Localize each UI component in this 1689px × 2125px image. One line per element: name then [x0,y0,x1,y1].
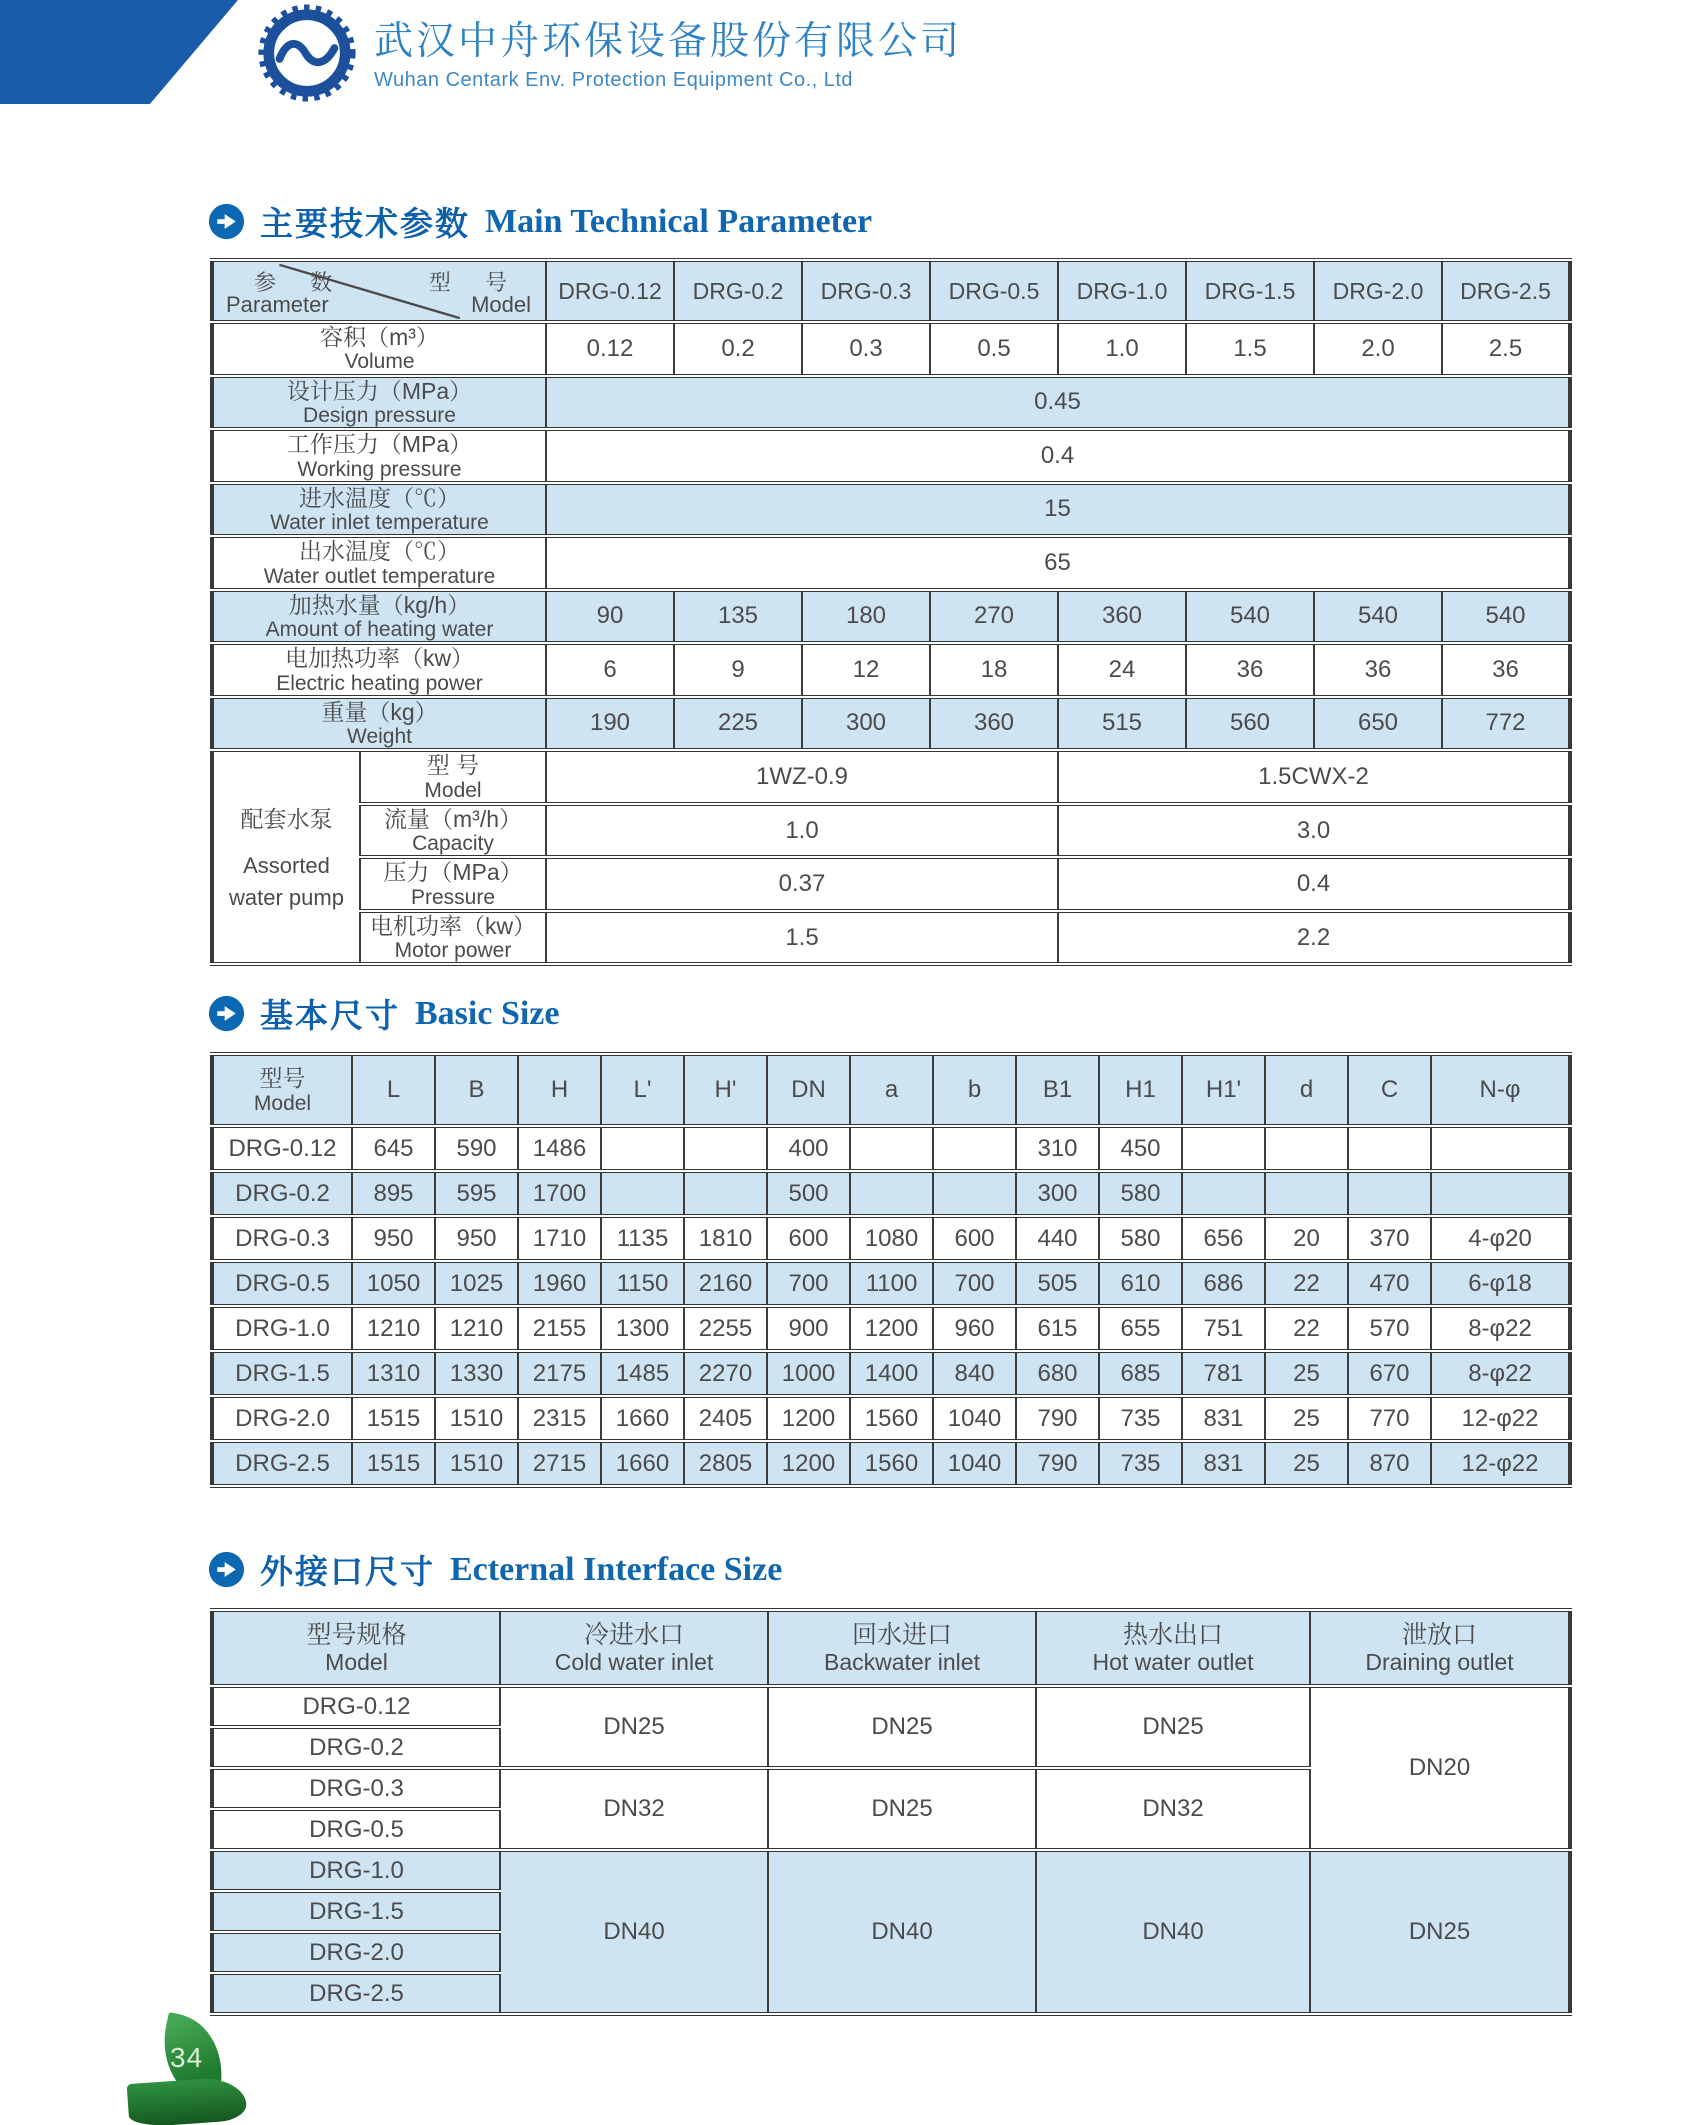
table-cell: 2160 [684,1261,767,1306]
page-number: 34 [170,2042,204,2073]
table-cell: 1200 [850,1306,933,1351]
table-row [212,590,1570,644]
corner-model-en: Model [471,292,531,317]
table-cell: DN25 [1036,1686,1310,1768]
arrow-bullet-icon [208,995,245,1032]
table-cell: 0.4 [546,429,1570,483]
table-cell: 1040 [933,1396,1016,1441]
table-cell: 790 [1016,1396,1099,1441]
corner-param-en: Parameter [226,292,329,317]
table-cell: 515 [1058,697,1186,751]
section-title-basic-size [208,990,559,1037]
table-cell: DN20 [1310,1686,1570,1850]
table-cell: 0.3 [802,322,930,376]
table-cell [684,1171,767,1216]
table-cell: 1135 [601,1216,684,1261]
table-cell: 1210 [435,1306,518,1351]
table-cell: 900 [767,1306,850,1351]
section-title-cn: 基本尺寸 [260,997,400,1034]
table-cell: 190 [546,697,674,751]
table-cell: 2.0 [1314,322,1442,376]
table-cell: 470 [1348,1261,1431,1306]
table-row [212,1126,1570,1171]
table-cell [684,1126,767,1171]
table-cell: 540 [1314,590,1442,644]
table-cell: B1 [1016,1054,1099,1126]
table-cell: 25 [1265,1351,1348,1396]
company-logo-gear-icon [256,2,358,104]
table-row [212,804,1570,858]
table-cell [1431,1171,1570,1216]
table-cell: 300 [802,697,930,751]
table-cell: DN32 [1036,1768,1310,1850]
table-header-row [212,1610,1570,1686]
table-cell: 1.5CWX-2 [1058,750,1570,804]
table-cell: DRG-0.2 [674,260,802,322]
table-cell: 1330 [435,1351,518,1396]
table-row [212,1850,1570,1891]
table-cell: 1200 [767,1441,850,1486]
row-label: 压力（MPa） Pressure [360,857,546,911]
table-cell: 4-φ20 [1431,1216,1570,1261]
arrow-bullet-icon [208,203,245,240]
table-cell: 270 [930,590,1058,644]
table-cell: 655 [1099,1306,1182,1351]
table-cell: 440 [1016,1216,1099,1261]
table-cell: 960 [933,1306,1016,1351]
table-row [212,1351,1570,1396]
table-cell: H1 [1099,1054,1182,1126]
table-cell: 2405 [684,1396,767,1441]
table-cell: 400 [767,1126,850,1171]
table-cell: 600 [933,1216,1016,1261]
model-cell: DRG-0.2 [212,1727,500,1768]
table-cell: 1200 [767,1396,850,1441]
table-cell: N-φ [1431,1054,1570,1126]
table-cell: a [850,1054,933,1126]
table-cell: 90 [546,590,674,644]
table-cell [601,1171,684,1216]
table-cell: 1.5 [1186,322,1314,376]
table-cell: 831 [1182,1441,1265,1486]
table-cell: 22 [1265,1261,1348,1306]
table-cell: 9 [674,643,802,697]
table-cell: 8-φ22 [1431,1306,1570,1351]
table-cell: 0.37 [546,857,1058,911]
table-cell: 2.2 [1058,911,1570,965]
table-cell: DN25 [1310,1850,1570,2014]
table-cell: 751 [1182,1306,1265,1351]
table-cell: 25 [1265,1441,1348,1486]
table-cell: DRG-2.5 [212,1441,352,1486]
section-title-main-parameters [208,198,872,245]
table-cell: DRG-1.0 [212,1306,352,1351]
model-cell: DRG-2.5 [212,1973,500,2014]
table-cell: 580 [1099,1216,1182,1261]
arrow-bullet-icon [208,1551,245,1588]
table-cell: 735 [1099,1441,1182,1486]
table-cell: 950 [435,1216,518,1261]
corner-model-cn: 型 号 [428,270,521,295]
table-cell: 670 [1348,1351,1431,1396]
table-cell: B [435,1054,518,1126]
table-cell: 2805 [684,1441,767,1486]
table-cell: 790 [1016,1441,1099,1486]
model-cell: DRG-0.5 [212,1809,500,1850]
table-cell: 600 [767,1216,850,1261]
table-cell: 895 [352,1171,435,1216]
table-cell: DN [767,1054,850,1126]
table-cell: 950 [352,1216,435,1261]
table-cell: 1025 [435,1261,518,1306]
row-label: 型 号 Model [360,750,546,804]
table-cell: 831 [1182,1396,1265,1441]
table-cell: 0.4 [1058,857,1570,911]
table-cell: DRG-0.5 [212,1261,352,1306]
table-cell: 450 [1099,1126,1182,1171]
table-cell [1265,1171,1348,1216]
header-cell: 热水出口 Hot water outlet [1036,1610,1310,1686]
table-cell [1265,1126,1348,1171]
table-cell: 1486 [518,1126,601,1171]
table-cell: H1' [1182,1054,1265,1126]
table-cell: DRG-0.2 [212,1171,352,1216]
table-cell: 1660 [601,1396,684,1441]
table-cell [1182,1126,1265,1171]
table-cell: 360 [930,697,1058,751]
table-cell: 1.0 [1058,322,1186,376]
company-name-chinese: 武汉中舟环保设备股份有限公司 [374,20,963,63]
table-cell: d [1265,1054,1348,1126]
row-label: 出水温度（℃） Water outlet temperature [212,536,546,590]
table-cell: 500 [767,1171,850,1216]
table-cell: 2.5 [1442,322,1570,376]
table-cell: DRG-1.5 [1186,260,1314,322]
model-cell: DRG-0.3 [212,1768,500,1809]
table-cell: 1510 [435,1441,518,1486]
table-cell: 2175 [518,1351,601,1396]
table-cell: 2270 [684,1351,767,1396]
table-cell: DRG-0.3 [802,260,930,322]
row-label: 进水温度（℃） Water inlet temperature [212,483,546,537]
table-cell: DN25 [768,1686,1036,1768]
table-cell: 65 [546,536,1570,590]
table-row [212,1216,1570,1261]
table-cell: 1960 [518,1261,601,1306]
table-cell: 1150 [601,1261,684,1306]
table-row [212,376,1570,430]
table-cell: 2315 [518,1396,601,1441]
section-title-cn: 外接口尺寸 [260,1553,435,1590]
header-cell: 回水进口 Backwater inlet [768,1610,1036,1686]
table-cell: 610 [1099,1261,1182,1306]
table-cell [1182,1171,1265,1216]
table-cell: 300 [1016,1171,1099,1216]
table-cell: DRG-1.0 [1058,260,1186,322]
table-cell: 560 [1186,697,1314,751]
table-row [212,1441,1570,1486]
table-cell: 36 [1442,643,1570,697]
table-cell: C [1348,1054,1431,1126]
table-row [212,1396,1570,1441]
header-cell: 冷进水口 Cold water inlet [500,1610,768,1686]
row-label: 电机功率（kw） Motor power [360,911,546,965]
external-interface-size-table [210,1608,1572,2016]
table-cell: 1300 [601,1306,684,1351]
model-cell: DRG-1.0 [212,1850,500,1891]
table-cell: 6-φ18 [1431,1261,1570,1306]
table-cell: 1560 [850,1441,933,1486]
table-cell: 1515 [352,1441,435,1486]
table-cell: 580 [1099,1171,1182,1216]
page-number-leaf-badge [128,2018,258,2125]
table-cell: 1485 [601,1351,684,1396]
table-cell: 1560 [850,1396,933,1441]
table-row [212,697,1570,751]
corner-param-cn: 参 数 [254,270,347,295]
table-cell: 180 [802,590,930,644]
table-cell: DRG-0.5 [930,260,1058,322]
table-cell: 645 [352,1126,435,1171]
table-cell: 1WZ-0.9 [546,750,1058,804]
model-cell: DRG-2.0 [212,1932,500,1973]
row-label: 设计压力（MPa） Design pressure [212,376,546,430]
model-cell: DRG-1.5 [212,1891,500,1932]
table-cell: 700 [767,1261,850,1306]
table-cell: 1.0 [546,804,1058,858]
table-cell: 8-φ22 [1431,1351,1570,1396]
table-cell: 1510 [435,1396,518,1441]
table-cell: 615 [1016,1306,1099,1351]
table-cell: 20 [1265,1216,1348,1261]
section-title-en: Main Technical Parameter [485,202,873,240]
table-row [212,536,1570,590]
header-cell: 泄放口 Draining outlet [1310,1610,1570,1686]
table-row [212,1306,1570,1351]
table-cell: DRG-2.0 [1314,260,1442,322]
table-row [212,429,1570,483]
table-cell: 25 [1265,1396,1348,1441]
row-label: 电加热功率（kw） Electric heating power [212,643,546,697]
table-cell: 590 [435,1126,518,1171]
table-cell: b [933,1054,1016,1126]
table-cell: 781 [1182,1351,1265,1396]
table-cell [1348,1171,1431,1216]
header-cell: 型号规格 Model [212,1610,500,1686]
company-name-block [374,10,962,92]
table-row [212,1686,1570,1727]
table-row [212,911,1570,965]
corner-header-cell [212,260,546,322]
table-row [212,1171,1570,1216]
table-cell: DRG-2.5 [1442,260,1570,322]
table-cell: DRG-1.5 [212,1351,352,1396]
table-cell: 840 [933,1351,1016,1396]
table-cell: 1050 [352,1261,435,1306]
table-cell: 680 [1016,1351,1099,1396]
table-cell: 650 [1314,697,1442,751]
table-cell: 0.2 [674,322,802,376]
table-cell: 2715 [518,1441,601,1486]
table-cell [933,1126,1016,1171]
table-cell: DRG-0.3 [212,1216,352,1261]
table-cell: L' [601,1054,684,1126]
table-cell: 656 [1182,1216,1265,1261]
table-cell: 135 [674,590,802,644]
table-cell: 12-φ22 [1431,1396,1570,1441]
banner-accent-shape [0,0,238,104]
model-header-cell: 型号 Model [212,1054,352,1126]
table-cell: 1660 [601,1441,684,1486]
table-cell: 870 [1348,1441,1431,1486]
table-cell: 686 [1182,1261,1265,1306]
row-label: 重量（kg） Weight [212,697,546,751]
row-label: 加热水量（kg/h） Amount of heating water [212,590,546,644]
table-cell: 15 [546,483,1570,537]
table-cell [933,1171,1016,1216]
table-cell: 770 [1348,1396,1431,1441]
main-technical-parameter-table [210,258,1572,966]
section-title-en: Ecternal Interface Size [450,1550,783,1588]
table-cell: 700 [933,1261,1016,1306]
table-cell: H [518,1054,601,1126]
table-cell: 360 [1058,590,1186,644]
section-title-external-interface [208,1546,782,1593]
table-cell: DRG-0.12 [212,1126,352,1171]
table-cell [1431,1126,1570,1171]
table-cell: 772 [1442,697,1570,751]
table-header-row [212,260,1570,322]
table-cell: 505 [1016,1261,1099,1306]
table-cell: 685 [1099,1351,1182,1396]
table-cell: 735 [1099,1396,1182,1441]
table-cell: 310 [1016,1126,1099,1171]
table-cell: 0.5 [930,322,1058,376]
table-cell: 36 [1314,643,1442,697]
table-cell: 1100 [850,1261,933,1306]
table-cell: DN40 [1036,1850,1310,2014]
table-cell: DN25 [768,1768,1036,1850]
table-cell: 540 [1442,590,1570,644]
table-cell: 1700 [518,1171,601,1216]
table-cell: DRG-0.12 [546,260,674,322]
table-cell: 540 [1186,590,1314,644]
table-cell: 1400 [850,1351,933,1396]
table-cell: 1000 [767,1351,850,1396]
table-row [212,322,1570,376]
basic-size-table [210,1052,1572,1488]
table-header-row [212,1054,1570,1126]
table-cell: DN25 [500,1686,768,1768]
table-cell: 1310 [352,1351,435,1396]
row-label: 容积（m³） Volume [212,322,546,376]
row-label: 流量（m³/h） Capacity [360,804,546,858]
table-cell: 595 [435,1171,518,1216]
table-cell: 36 [1186,643,1314,697]
leaf-icon [127,2076,248,2125]
table-cell: 1040 [933,1441,1016,1486]
table-cell [601,1126,684,1171]
table-row [212,483,1570,537]
table-cell: 2155 [518,1306,601,1351]
table-cell: 1.5 [546,911,1058,965]
table-cell: 12 [802,643,930,697]
table-cell: 18 [930,643,1058,697]
table-row [212,857,1570,911]
table-cell: 1080 [850,1216,933,1261]
table-cell: 12-φ22 [1431,1441,1570,1486]
table-row [212,643,1570,697]
table-cell: 2255 [684,1306,767,1351]
table-cell: 570 [1348,1306,1431,1351]
table-cell: DRG-2.0 [212,1396,352,1441]
table-cell: 1210 [352,1306,435,1351]
table-cell: 1710 [518,1216,601,1261]
table-cell: H' [684,1054,767,1126]
table-row [212,1261,1570,1306]
table-cell: 225 [674,697,802,751]
table-cell [850,1171,933,1216]
table-cell: 370 [1348,1216,1431,1261]
company-name-english: Wuhan Centark Env. Protection Equipment Co., Ltd [374,69,854,91]
table-cell: 1515 [352,1396,435,1441]
table-row [212,750,1570,804]
table-cell: DN40 [500,1850,768,2014]
table-cell: DN40 [768,1850,1036,2014]
table-cell: 6 [546,643,674,697]
section-title-cn: 主要技术参数 [260,205,470,242]
table-cell: 3.0 [1058,804,1570,858]
table-cell: 1810 [684,1216,767,1261]
table-cell: 22 [1265,1306,1348,1351]
table-cell [1348,1126,1431,1171]
model-cell: DRG-0.12 [212,1686,500,1727]
table-cell: L [352,1054,435,1126]
pump-group-label: 配套水泵 Assorted water pump [212,750,360,964]
table-cell: 0.12 [546,322,674,376]
table-cell [850,1126,933,1171]
table-cell: DN32 [500,1768,768,1850]
table-cell: 0.45 [546,376,1570,430]
table-cell: 24 [1058,643,1186,697]
section-title-en: Basic Size [415,994,560,1032]
row-label: 工作压力（MPa） Working pressure [212,429,546,483]
